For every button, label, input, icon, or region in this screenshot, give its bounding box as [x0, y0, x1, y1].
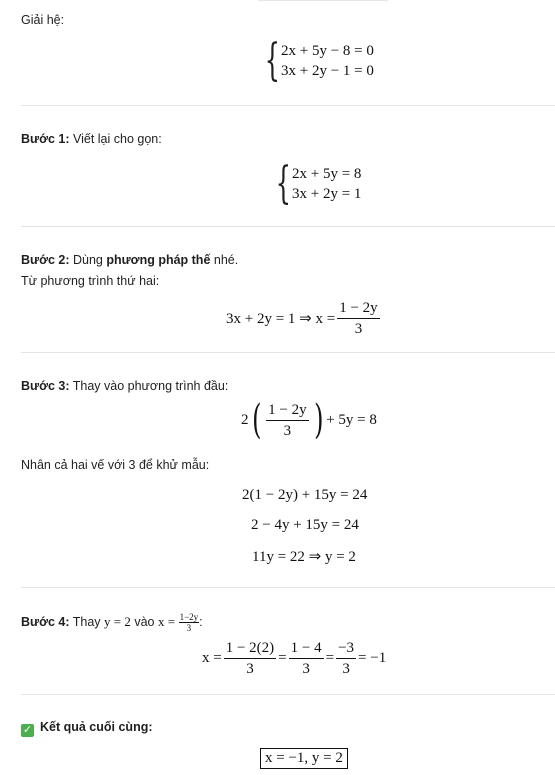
- check-icon: ✓: [22, 724, 33, 736]
- left-paren: (: [251, 397, 261, 443]
- final-answer-box: x = −1, y = 2: [260, 748, 348, 769]
- step-2-subtext: Từ phương trình thứ hai:: [21, 274, 160, 288]
- divider: [21, 226, 555, 227]
- fraction: $\frac{1 - 2y}{3}$: [268, 401, 307, 439]
- intro-text: Giải hệ:: [21, 13, 65, 27]
- top-divider: [258, 0, 388, 1]
- step-3-line-3: 11y = 22 ⇒ y = 2: [252, 549, 356, 565]
- left-brace-icon: {: [275, 158, 291, 209]
- step-1-heading: Bước 1: Viết lại cho gọn:: [21, 132, 162, 146]
- final-heading: ✓ Kết quả cuối cùng:: [22, 720, 153, 736]
- step-3-heading: Bước 3: Thay vào phương trình đầu:: [21, 379, 229, 393]
- fraction: $\frac{1 - 4}{3}$: [290, 640, 322, 677]
- step-3-line-1: 2(1 − 2y) + 15y = 24: [242, 487, 368, 503]
- step-2-heading: Bước 2: Dùng phương pháp thế nhé.: [21, 253, 239, 267]
- divider: [21, 694, 555, 695]
- system-1-eq-2: 3x + 2y − 1 = 0: [281, 63, 374, 79]
- divider: [21, 105, 555, 106]
- fraction: $\frac{1 - 2y}{3}$: [339, 300, 378, 337]
- step-3-main-equation: 2 ( $\frac{1 - 2y}{3}$ ) + 5y = 8: [241, 397, 377, 443]
- system-2: [263, 158, 362, 209]
- step-3-line-2: 2 − 4y + 15y = 24: [251, 517, 359, 533]
- step-3-subtext: Nhân cả hai vế với 3 để khử mẫu:: [21, 458, 210, 472]
- divider: [21, 587, 555, 588]
- fraction: $\frac{1 - 2(2)}{3}$: [225, 640, 275, 677]
- fraction: $\frac{1-2y}{3}$: [179, 612, 199, 633]
- step-4-heading: Bước 4: Thay y = 2 vào x = $\frac{1-2y}{3}$ :: [21, 612, 203, 633]
- fraction: $\frac{-3}{3}$: [338, 640, 355, 677]
- left-brace-icon: {: [264, 35, 280, 86]
- divider: [21, 352, 555, 353]
- system-1: [252, 35, 374, 86]
- right-paren: ): [313, 397, 324, 443]
- system-2-eq-2: 3x + 2y = 1: [292, 186, 362, 202]
- step-2-equation: 3x + 2y = 1 ⇒ x = $\frac{1 - 2y}{3}$: [226, 300, 378, 337]
- step-4-equation: x = $\frac{1 - 2(2)}{3}$ = $\frac{1 - 4}{3}$ = $\frac{-3}{3}$ = −1: [202, 640, 387, 677]
- system-1-eq-1: 2x + 5y − 8 = 0: [281, 43, 374, 59]
- system-2-eq-1: 2x + 5y = 8: [292, 166, 362, 182]
